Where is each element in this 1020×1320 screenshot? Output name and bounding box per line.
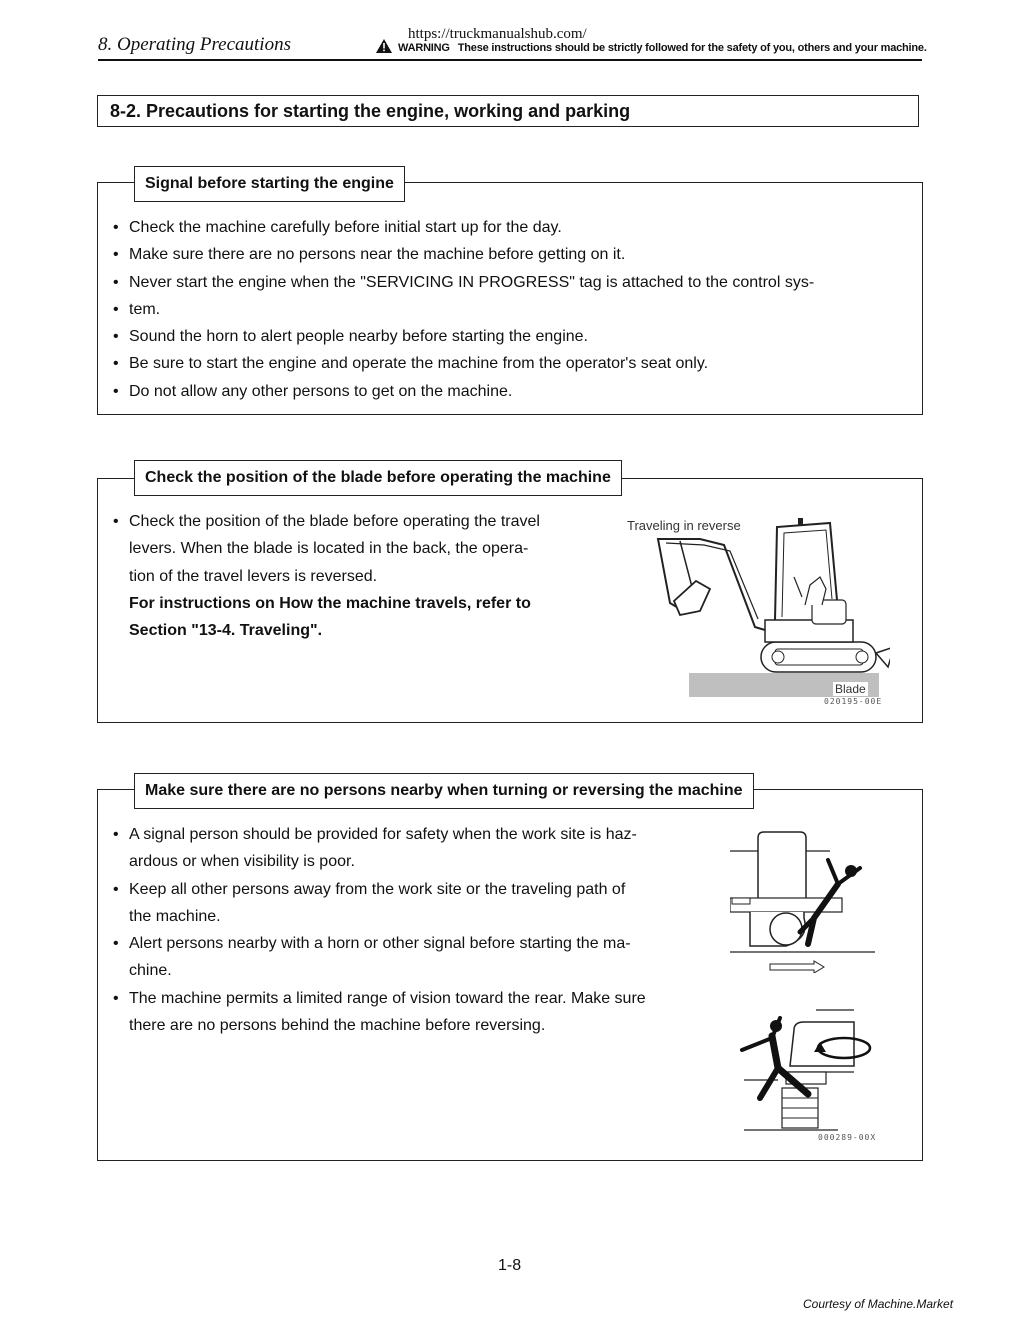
blade-label: Blade bbox=[835, 682, 866, 696]
list-item: • Check the position of the blade before operating the travel levers. When the blade is located in the back, the opera- tion of the travel levers is reversed. bbox=[113, 513, 540, 585]
person-behind-rotating-machine-illustration bbox=[738, 1008, 878, 1133]
person-near-travel-illustration bbox=[730, 828, 880, 973]
list-item: • The machine permits a limited range of vision toward the rear. Make sure there are no persons behind the machine before reversing. bbox=[113, 989, 646, 1035]
list-item: • Sound the horn to alert people nearby before starting the engine. bbox=[112, 323, 912, 350]
list-item: • A signal person should be provided for safety when the work site is haz- ardous or when visibility is poor. bbox=[113, 826, 637, 871]
figure-caption: Traveling in reverse bbox=[627, 518, 741, 533]
traveling-reference-note: For instructions on How the machine travels, refer to Section "13-4. Traveling". bbox=[129, 594, 531, 640]
courtesy-note: Courtesy of Machine.Market bbox=[803, 1297, 954, 1311]
header-divider bbox=[98, 59, 922, 61]
list-item: • Never start the engine when the "SERVICING IN PROGRESS" tag is attached to the control sys- bbox=[112, 269, 912, 296]
signal-bullet-list bbox=[112, 214, 912, 405]
page-number: 1-8 bbox=[498, 1257, 522, 1274]
list-item: • Be sure to start the engine and operate the machine from the operator's seat only. bbox=[112, 350, 912, 377]
list-item: • Alert persons nearby with a horn or other signal before starting the ma- chine. bbox=[113, 935, 631, 980]
warning-triangle-icon bbox=[376, 39, 392, 56]
box-label-signal: Signal before starting the engine bbox=[134, 166, 405, 202]
list-item-continuation: • tem. bbox=[112, 296, 912, 323]
figure-code: 020195-00E bbox=[824, 697, 883, 706]
url-watermark[interactable]: https://truckmanualshub.com/ bbox=[408, 26, 587, 42]
box-label-blade: Check the position of the blade before operating the machine bbox=[134, 460, 622, 496]
no-persons-bullet-list bbox=[112, 821, 712, 1039]
list-item: • Keep all other persons away from the work site or the traveling path of the machine. bbox=[113, 880, 626, 925]
chapter-title: 8. Operating Precautions bbox=[98, 34, 291, 55]
warning-label: WARNING bbox=[398, 42, 450, 54]
figure-code: 000289-00X bbox=[818, 1133, 877, 1142]
section-title: 8-2. Precautions for starting the engine, working and parking bbox=[97, 95, 919, 127]
box-label-no-persons: Make sure there are no persons nearby when turning or reversing the machine bbox=[134, 773, 754, 809]
list-item: • Check the machine carefully before initial start up for the day. bbox=[112, 214, 912, 241]
list-item: • Make sure there are no persons near the machine before getting on it. bbox=[112, 241, 912, 268]
list-item: • Do not allow any other persons to get on the machine. bbox=[112, 378, 912, 405]
blade-text-block bbox=[112, 508, 602, 644]
warning-text: These instructions should be strictly followed for the safety of you, others and your machine. bbox=[457, 42, 927, 54]
warning-banner bbox=[376, 39, 927, 56]
